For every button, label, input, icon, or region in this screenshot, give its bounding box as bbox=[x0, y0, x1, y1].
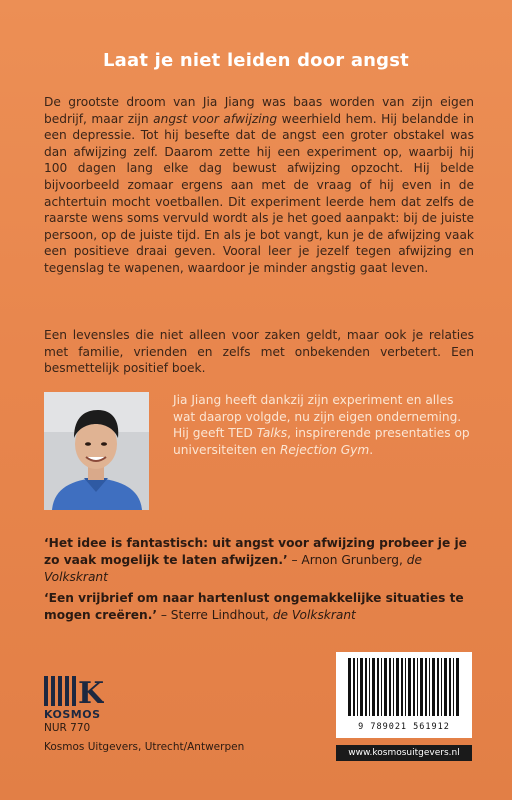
quote-publication: de Volkskrant bbox=[44, 553, 422, 584]
barcode-bar bbox=[369, 658, 370, 716]
barcode-bar bbox=[357, 658, 358, 716]
text-run: angst voor afwijzing bbox=[153, 111, 278, 126]
isbn-number: 9 789021 561912 bbox=[358, 722, 450, 732]
publisher-name: Kosmos Uitgevers, Utrecht/Antwerpen bbox=[44, 741, 245, 753]
barcode-bar bbox=[377, 658, 379, 716]
barcode-bar bbox=[353, 658, 355, 716]
blurb-paragraph bbox=[44, 94, 474, 277]
barcode-bar bbox=[429, 658, 430, 716]
barcode-bar bbox=[413, 658, 415, 716]
barcode-bar bbox=[389, 658, 391, 716]
barcode-bar bbox=[432, 658, 435, 716]
text-run: . bbox=[369, 442, 374, 457]
text-run: weerhield hem. Hij belandde in een depressie. Tot hij besefte dat de angst een groter obstakel was dan afwijzing zelf. Daarom zette hij een experiment op, waarbij hij 100 dagen lang elke dag bewust afwijzing opzocht. Hij belde bijvoorbeeld zomaar ergens aan met de vraag of hij even in de achtertuin mocht voetballen. Dit experiment leerde hem dat zelfs de raarste wens soms vervuld wordt als je het goed aanpakt: bij de juiste persoon, op de juiste tijd. En als je bot vangt, kun je de afwijzing vaak een positieve draai geven. Vooral leer je jezelf tegen afwijzing en tegenslag te wapenen, waardoor je minder angstig gaat leven. bbox=[44, 111, 474, 275]
barcode-bar bbox=[384, 658, 387, 716]
barcode-bar bbox=[365, 658, 367, 716]
barcode-bar bbox=[449, 658, 451, 716]
quote-text: ‘Een vrijbrief om naar hartenlust ongemakkelijke situaties te mogen creëren.’ bbox=[44, 591, 464, 622]
author-bio bbox=[173, 392, 473, 458]
text-run: De grootste droom van Jia Jiang was baas worden van zijn eigen bedrijf, maar zijn bbox=[44, 95, 474, 126]
barcode-icon bbox=[344, 656, 464, 720]
author-portrait-image bbox=[44, 392, 149, 510]
quote-publication: de Volkskrant bbox=[272, 608, 356, 622]
isbn-barcode bbox=[336, 652, 472, 738]
text-run: Talks bbox=[256, 426, 288, 441]
logo-letter: K bbox=[78, 676, 104, 706]
text-run: , inspirerende presentaties op universiteiten en bbox=[173, 426, 470, 457]
quote-source: – Arnon Grunberg, bbox=[287, 553, 407, 567]
review-quote bbox=[44, 535, 474, 586]
barcode-bar bbox=[420, 658, 423, 716]
barcode-bar bbox=[348, 658, 351, 716]
barcode-bar bbox=[408, 658, 411, 716]
barcode-bar bbox=[396, 658, 399, 716]
barcode-bar bbox=[444, 658, 447, 716]
barcode-bar bbox=[393, 658, 394, 716]
barcode-bar bbox=[372, 658, 375, 716]
barcode-bar bbox=[417, 658, 418, 716]
nur-code: NUR 770 bbox=[44, 722, 91, 734]
barcode-bar bbox=[381, 658, 382, 716]
barcode-bar bbox=[456, 658, 459, 716]
barcode-bar bbox=[453, 658, 454, 716]
barcode-bar bbox=[405, 658, 406, 716]
barcode-bar bbox=[437, 658, 439, 716]
cover-title: Laat je niet leiden door angst bbox=[103, 50, 409, 71]
barcode-bar bbox=[401, 658, 403, 716]
text-run: Jia Jiang heeft dankzij zijn experiment en alles wat daarop volgde, nu zijn eigen onderneming. Hij geeft TED bbox=[173, 393, 462, 441]
publisher-logo bbox=[44, 676, 108, 721]
quote-text: ‘Het idee is fantastisch: uit angst voor afwijzing probeer je je zo vaak mogelijk te laten afwijzen.’ bbox=[44, 536, 467, 567]
kosmos-logo-icon bbox=[44, 676, 104, 706]
quote-source: – Sterre Lindhout, bbox=[156, 608, 273, 622]
barcode-bar bbox=[360, 658, 363, 716]
blurb-paragraph-2: Een levensles die niet alleen voor zaken geldt, maar ook je relaties met familie, vrienden en zelfs met onbekenden verbetert. Een besmettelijk positief boek. bbox=[44, 328, 474, 376]
publisher-website[interactable]: www.kosmosuitgevers.nl bbox=[336, 745, 472, 761]
barcode-bar bbox=[441, 658, 442, 716]
author-photo bbox=[44, 392, 149, 510]
review-quote-2 bbox=[44, 590, 474, 624]
barcode-bar bbox=[425, 658, 427, 716]
publisher-logo-name: KOSMOS bbox=[44, 708, 101, 721]
text-run: Rejection Gym bbox=[279, 442, 370, 457]
